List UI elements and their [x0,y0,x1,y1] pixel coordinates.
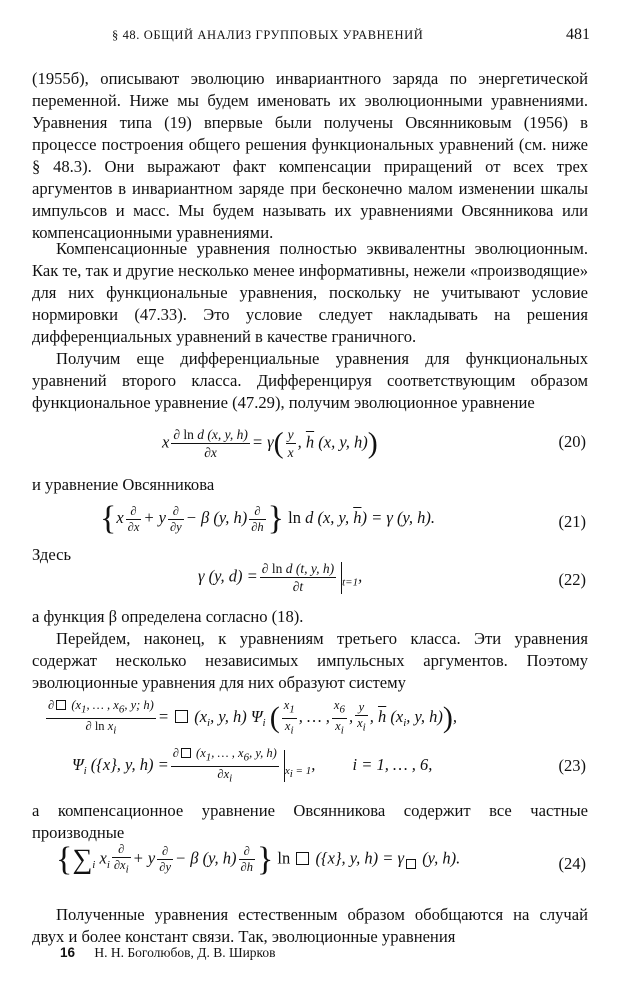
paragraph-5: Здесь [32,545,72,564]
paragraph-8: а компенсационное уравнение Овсянникова содержит все частные производные [32,801,588,842]
page-footer [60,945,276,961]
equation-number-24: (24) [558,854,586,873]
page-number: 481 [566,26,590,43]
equation-24: {$\sum_i$ $x_i$ $\frac{\partial}{\partial x_i}$ + y $\frac{\partial}{\partial y}$ − β (y, h) $\frac{\partial}{\partial h}$ } ln ({x}, y, h) = γ (y, h). (24) [56,840,586,878]
paragraph-3: Получим еще дифференциальные уравнения для функциональных уравнений второго класса. Дифференцируя соответствующим образом функциональное уравнение (47.29), получим эволюционное уравнение [32,349,588,412]
running-head: § 48. ОБЩИЙ АНАЛИЗ ГРУППОВЫХ УРАВНЕНИЙ [112,28,424,42]
paragraph-4: и уравнение Овсянникова [32,475,215,494]
page-header [0,26,624,50]
equation-number-23: (23) [558,756,586,775]
equation-23-line-1: $\frac{\partial (x_1, \dots , x_6, y; h)}{\partial \ln x_i}$ = ($x_i$, y, h) $\Psi_i$ ( $\frac{x_1}{x_i}$ , … , $\frac{x_6}{x_i}$ , $\frac{y}{x_i}$ , $\overline{h}$ ($x_i$, y, h)), [48,698,458,736]
paragraph-7: Перейдем, наконец, к уравнениям третьего класса. Эти уравнения содержат несколько независимых импульсных аргументов. Поэтому эволюционные уравнения для них образуют систему [32,629,588,692]
paragraph-2: Компенсационные уравнения полностью эквивалентны эволюционным. Как те, так и другие несколько менее информативны, нежели «производящие» для них функциональные уравнения, поскольку не учитывают условие нормировки (47.33). Это условие следует накладывать на решения дифференциальных уравнений в качестве граничного. [32,239,588,346]
equation-23-line-2: $\Psi_i$ ({x}, y, h) = $\frac{\partial (x_1, \dots , x_6, y, h)}{\partial x_i}$ $_{x_i = 1}$, i = 1, … , 6, (23) [72,746,586,784]
signature-number: 16 [60,945,76,960]
paragraph-1: (1955б), описывают эволюцию инвариантного заряда по энергетической переменной. Ниже мы будем именовать их эволюционными уравнениями. Уравнения типа (19) впервые были получены Овсянниковым (1956) в процессе построения общего решения функциональных уравнений (см. ниже § 48.3). Они выражают факт компенсации приращений от всех трех аргументов в инвариантном заряде при бесконечно малом изменении шкалы импульсов и масс. Мы будем называть их уравнениями Овсянникова или компенсационными уравнениями. [32,69,588,242]
footer-authors: Н. Н. Боголюбов, Д. В. Ширков [94,945,276,960]
equation-20: x $\frac{\text{∂ ln d (x, y, h)}}{\partial x}$ = γ( $\frac{y}{x}$ , $\overline{h}$ (x, y, h)) (20) [162,426,586,460]
paragraph-9: Полученные уравнения естественным образом обобщаются на случай двух и более констант связи. Так, эволюционные уравнения [32,905,588,946]
equation-22: γ (y, d) = $\frac{\text{∂ ln d (t, y, h)}}{\partial t}$ $_{t=1}$, (22) [198,561,586,594]
equation-21: {x $\frac{\partial}{\partial x}$ + y $\frac{\partial}{\partial y}$ − β (y, h) $\frac{\partial}{\partial h}$ } ln d (x, y, $\overline{h}) = \gamma$ (y, h). (21) [100,500,586,537]
equation-number-20: (20) [558,432,586,451]
equation-number-22: (22) [558,570,586,589]
paragraph-6: а функция β определена согласно (18). [32,607,304,626]
equation-number-21: (21) [558,512,586,531]
